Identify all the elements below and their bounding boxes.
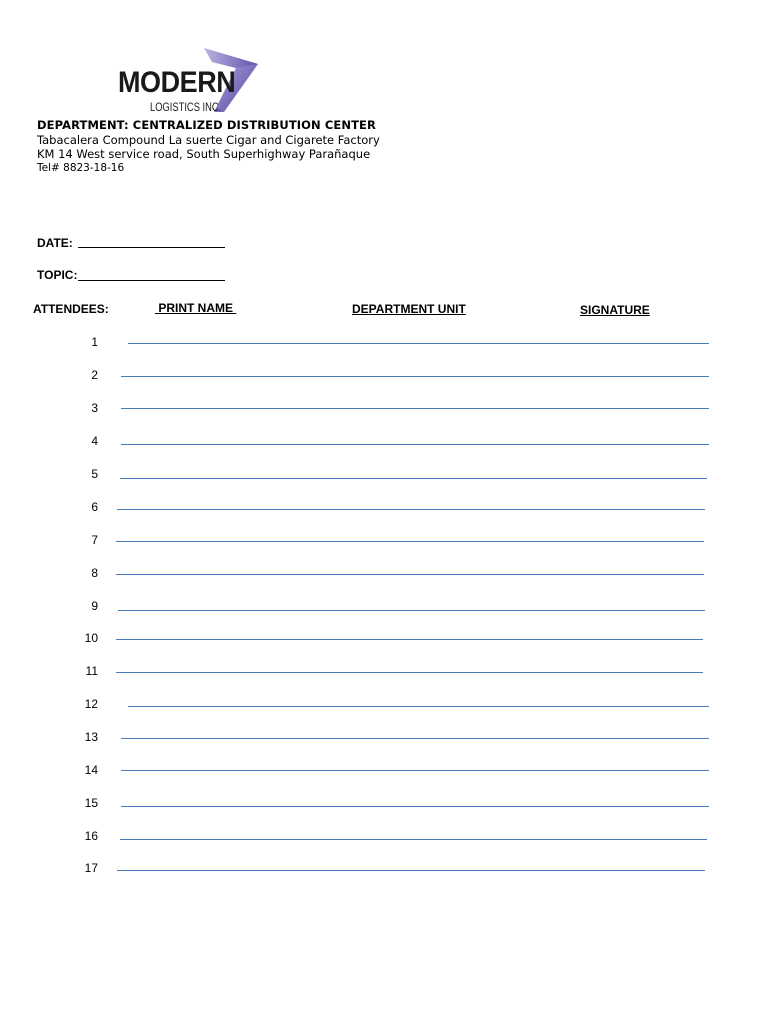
attendee-entry-line[interactable] bbox=[116, 541, 704, 542]
row-number: 8 bbox=[91, 566, 98, 580]
attendee-entry-line[interactable] bbox=[121, 444, 709, 445]
attendee-entry-line[interactable] bbox=[121, 408, 709, 409]
attendee-entry-line[interactable] bbox=[116, 672, 703, 673]
row-number: 6 bbox=[91, 500, 98, 514]
attendee-entry-line[interactable] bbox=[128, 343, 709, 344]
company-logo-name: MODERN bbox=[118, 66, 236, 99]
attendee-entry-line[interactable] bbox=[120, 839, 707, 840]
row-number: 3 bbox=[91, 401, 98, 415]
attendee-entry-line[interactable] bbox=[128, 706, 709, 707]
attendees-heading: ATTENDEES: bbox=[33, 302, 109, 316]
topic-blank-line[interactable] bbox=[78, 280, 225, 281]
attendee-entry-line[interactable] bbox=[118, 610, 705, 611]
attendee-entry-line[interactable] bbox=[116, 639, 703, 640]
row-number: 2 bbox=[91, 368, 98, 382]
attendee-entry-line[interactable] bbox=[120, 478, 707, 479]
department-title: DEPARTMENT: CENTRALIZED DISTRIBUTION CENTER bbox=[37, 118, 376, 132]
topic-label: TOPIC: bbox=[37, 268, 78, 282]
row-number: 11 bbox=[85, 664, 98, 678]
department-unit-heading: DEPARTMENT UNIT bbox=[352, 302, 466, 316]
address-line-2: KM 14 West service road, South Superhighway Parañaque bbox=[37, 147, 371, 161]
row-number: 14 bbox=[84, 763, 98, 777]
date-label: DATE: bbox=[37, 236, 73, 250]
row-number: 5 bbox=[91, 467, 98, 481]
address-line-1: Tabacalera Compound La suerte Cigar and Cigarete Factory bbox=[37, 133, 380, 147]
row-number: 12 bbox=[84, 697, 98, 711]
attendee-entry-line[interactable] bbox=[121, 738, 709, 739]
row-number: 4 bbox=[91, 434, 98, 448]
row-number: 7 bbox=[91, 533, 98, 547]
attendee-entry-line[interactable] bbox=[121, 806, 709, 807]
row-number: 1 bbox=[91, 335, 98, 349]
row-number: 16 bbox=[84, 829, 98, 843]
row-number: 10 bbox=[84, 631, 98, 645]
attendee-entry-line[interactable] bbox=[116, 574, 704, 575]
print-name-heading: PRINT NAME bbox=[155, 301, 237, 315]
row-number: 13 bbox=[84, 730, 98, 744]
attendee-entry-line[interactable] bbox=[117, 870, 705, 871]
row-number: 9 bbox=[91, 599, 98, 613]
row-number: 15 bbox=[84, 796, 98, 810]
signature-heading: SIGNATURE bbox=[580, 303, 650, 317]
telephone-number: Tel# 8823-18-16 bbox=[37, 162, 125, 174]
attendee-entry-line[interactable] bbox=[121, 770, 709, 771]
company-logo-subtitle: LOGISTICS INC. bbox=[150, 100, 222, 114]
attendee-entry-line[interactable] bbox=[117, 509, 705, 510]
attendee-entry-line[interactable] bbox=[121, 376, 709, 377]
date-blank-line[interactable] bbox=[78, 247, 225, 248]
row-number: 17 bbox=[84, 861, 98, 875]
